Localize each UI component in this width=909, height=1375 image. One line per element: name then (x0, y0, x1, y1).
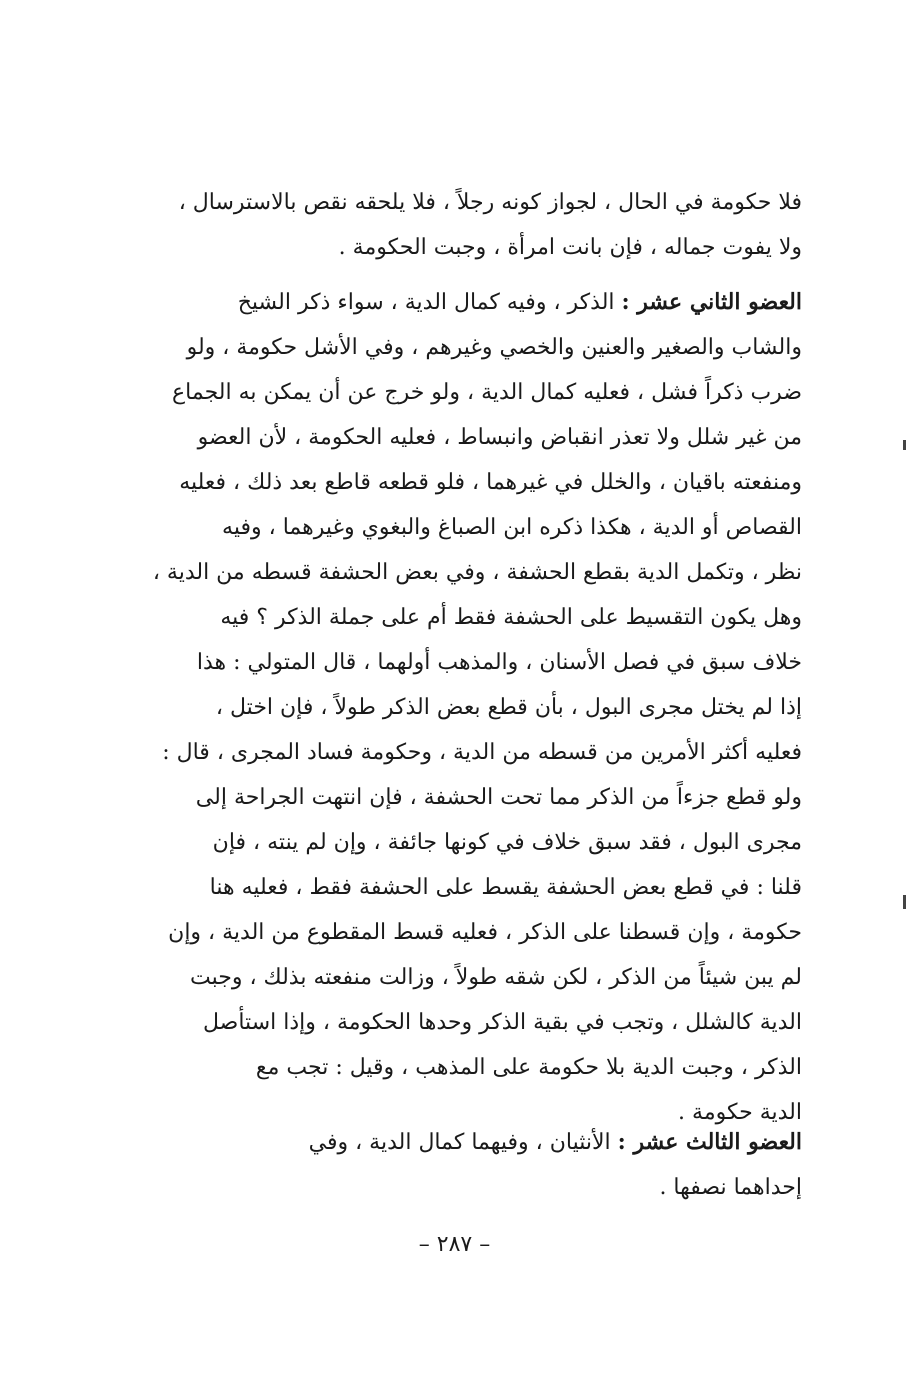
page-number: – ٢٨٧ – (418, 1232, 491, 1257)
paragraph-3 (150, 1120, 802, 1210)
paragraph-2-line-15: حكومة ، وإن قسطنا على الذكر ، فعليه قسط المقطوع من الدية ، وإن (168, 920, 802, 945)
section-heading-organ-13: العضو الثالث عشر : (617, 1129, 802, 1155)
scan-margin-mark (903, 895, 906, 909)
paragraph-2-line-11: فعليه أكثر الأمرين من قسطه من الدية ، وحكومة فساد المجرى ، قال : (162, 740, 802, 765)
paragraph-2-line-9: خلاف سبق في فصل الأسنان ، والمذهب أولهما ، قال المتولي : هذا (196, 650, 802, 675)
paragraph-2 (150, 280, 802, 1135)
paragraph-2-line-5: ومنفعته باقيان ، والخلل في غيرهما ، فلو قطعه قاطع بعد ذلك ، فعليه (179, 470, 802, 495)
paragraph-3-line-1 (150, 1120, 802, 1165)
paragraph-2-line-17: الدية كالشلل ، وتجب في بقية الذكر وحدها الحكومة ، وإذا استأصل (203, 1010, 802, 1035)
paragraph-1 (150, 180, 802, 270)
paragraph-3-line-2: إحداهما نصفها . (659, 1175, 802, 1200)
paragraph-2-line-1-text: الذكر ، وفيه كمال الدية ، سواء ذكر الشيخ (237, 290, 615, 315)
paragraph-2-line-7: نظر ، وتكمل الدية بقطع الحشفة ، وفي بعض الحشفة قسطه من الدية ، (152, 560, 802, 585)
paragraph-2-line-8: وهل يكون التقسيط على الحشفة فقط أم على جملة الذكر ؟ فيه (220, 605, 802, 630)
paragraph-2-line-2: والشاب والصغير والعنين والخصي وغيرهم ، وفي الأشل حكومة ، ولو (186, 335, 802, 360)
paragraph-2-line-19: الدية حكومة . (678, 1100, 802, 1125)
paragraph-1-line-1: فلا حكومة في الحال ، لجواز كونه رجلاً ، فلا يلحقه نقص بالاسترسال ، (178, 190, 802, 215)
paragraph-1-line-2: ولا يفوت جماله ، فإن بانت امرأة ، وجبت الحكومة . (338, 235, 802, 260)
paragraph-2-line-10: إذا لم يختل مجرى البول ، بأن قطع بعض الذكر طولاً ، فإن اختل ، (215, 695, 802, 720)
paragraph-2-line-6: القصاص أو الدية ، هكذا ذكره ابن الصباغ والبغوي وغيرهما ، وفيه (222, 515, 802, 540)
paragraph-2-line-16: لم يبن شيئاً من الذكر ، لكن شقه طولاً ، وزالت منفعته بذلك ، وجبت (189, 965, 802, 990)
scan-margin-mark (903, 440, 906, 450)
paragraph-2-line-1 (150, 280, 802, 325)
paragraph-2-line-12: ولو قطع جزءاً من الذكر مما تحت الحشفة ، فإن انتهت الجراحة إلى (195, 785, 802, 810)
paragraph-2-line-4: من غير شلل ولا تعذر انقباض وانبساط ، فعليه الحكومة ، لأن العضو (197, 425, 802, 450)
paragraph-2-line-13: مجرى البول ، فقد سبق خلاف في كونها جائفة ، وإن لم ينته ، فإن (212, 830, 802, 855)
paragraph-2-line-14: قلنا : في قطع بعض الحشفة يقسط على الحشفة فقط ، فعليه هنا (209, 875, 802, 900)
paragraph-2-line-18: الذكر ، وجبت الدية بلا حكومة على المذهب ، وقيل : تجب مع (255, 1055, 802, 1080)
paragraph-2-line-3: ضرب ذكراً فشل ، فعليه كمال الدية ، ولو خرج عن أن يمكن به الجماع (172, 380, 802, 405)
paragraph-3-line-1-text: الأنثيان ، وفيهما كمال الدية ، وفي (308, 1130, 611, 1155)
section-heading-organ-12: العضو الثاني عشر : (621, 289, 802, 315)
